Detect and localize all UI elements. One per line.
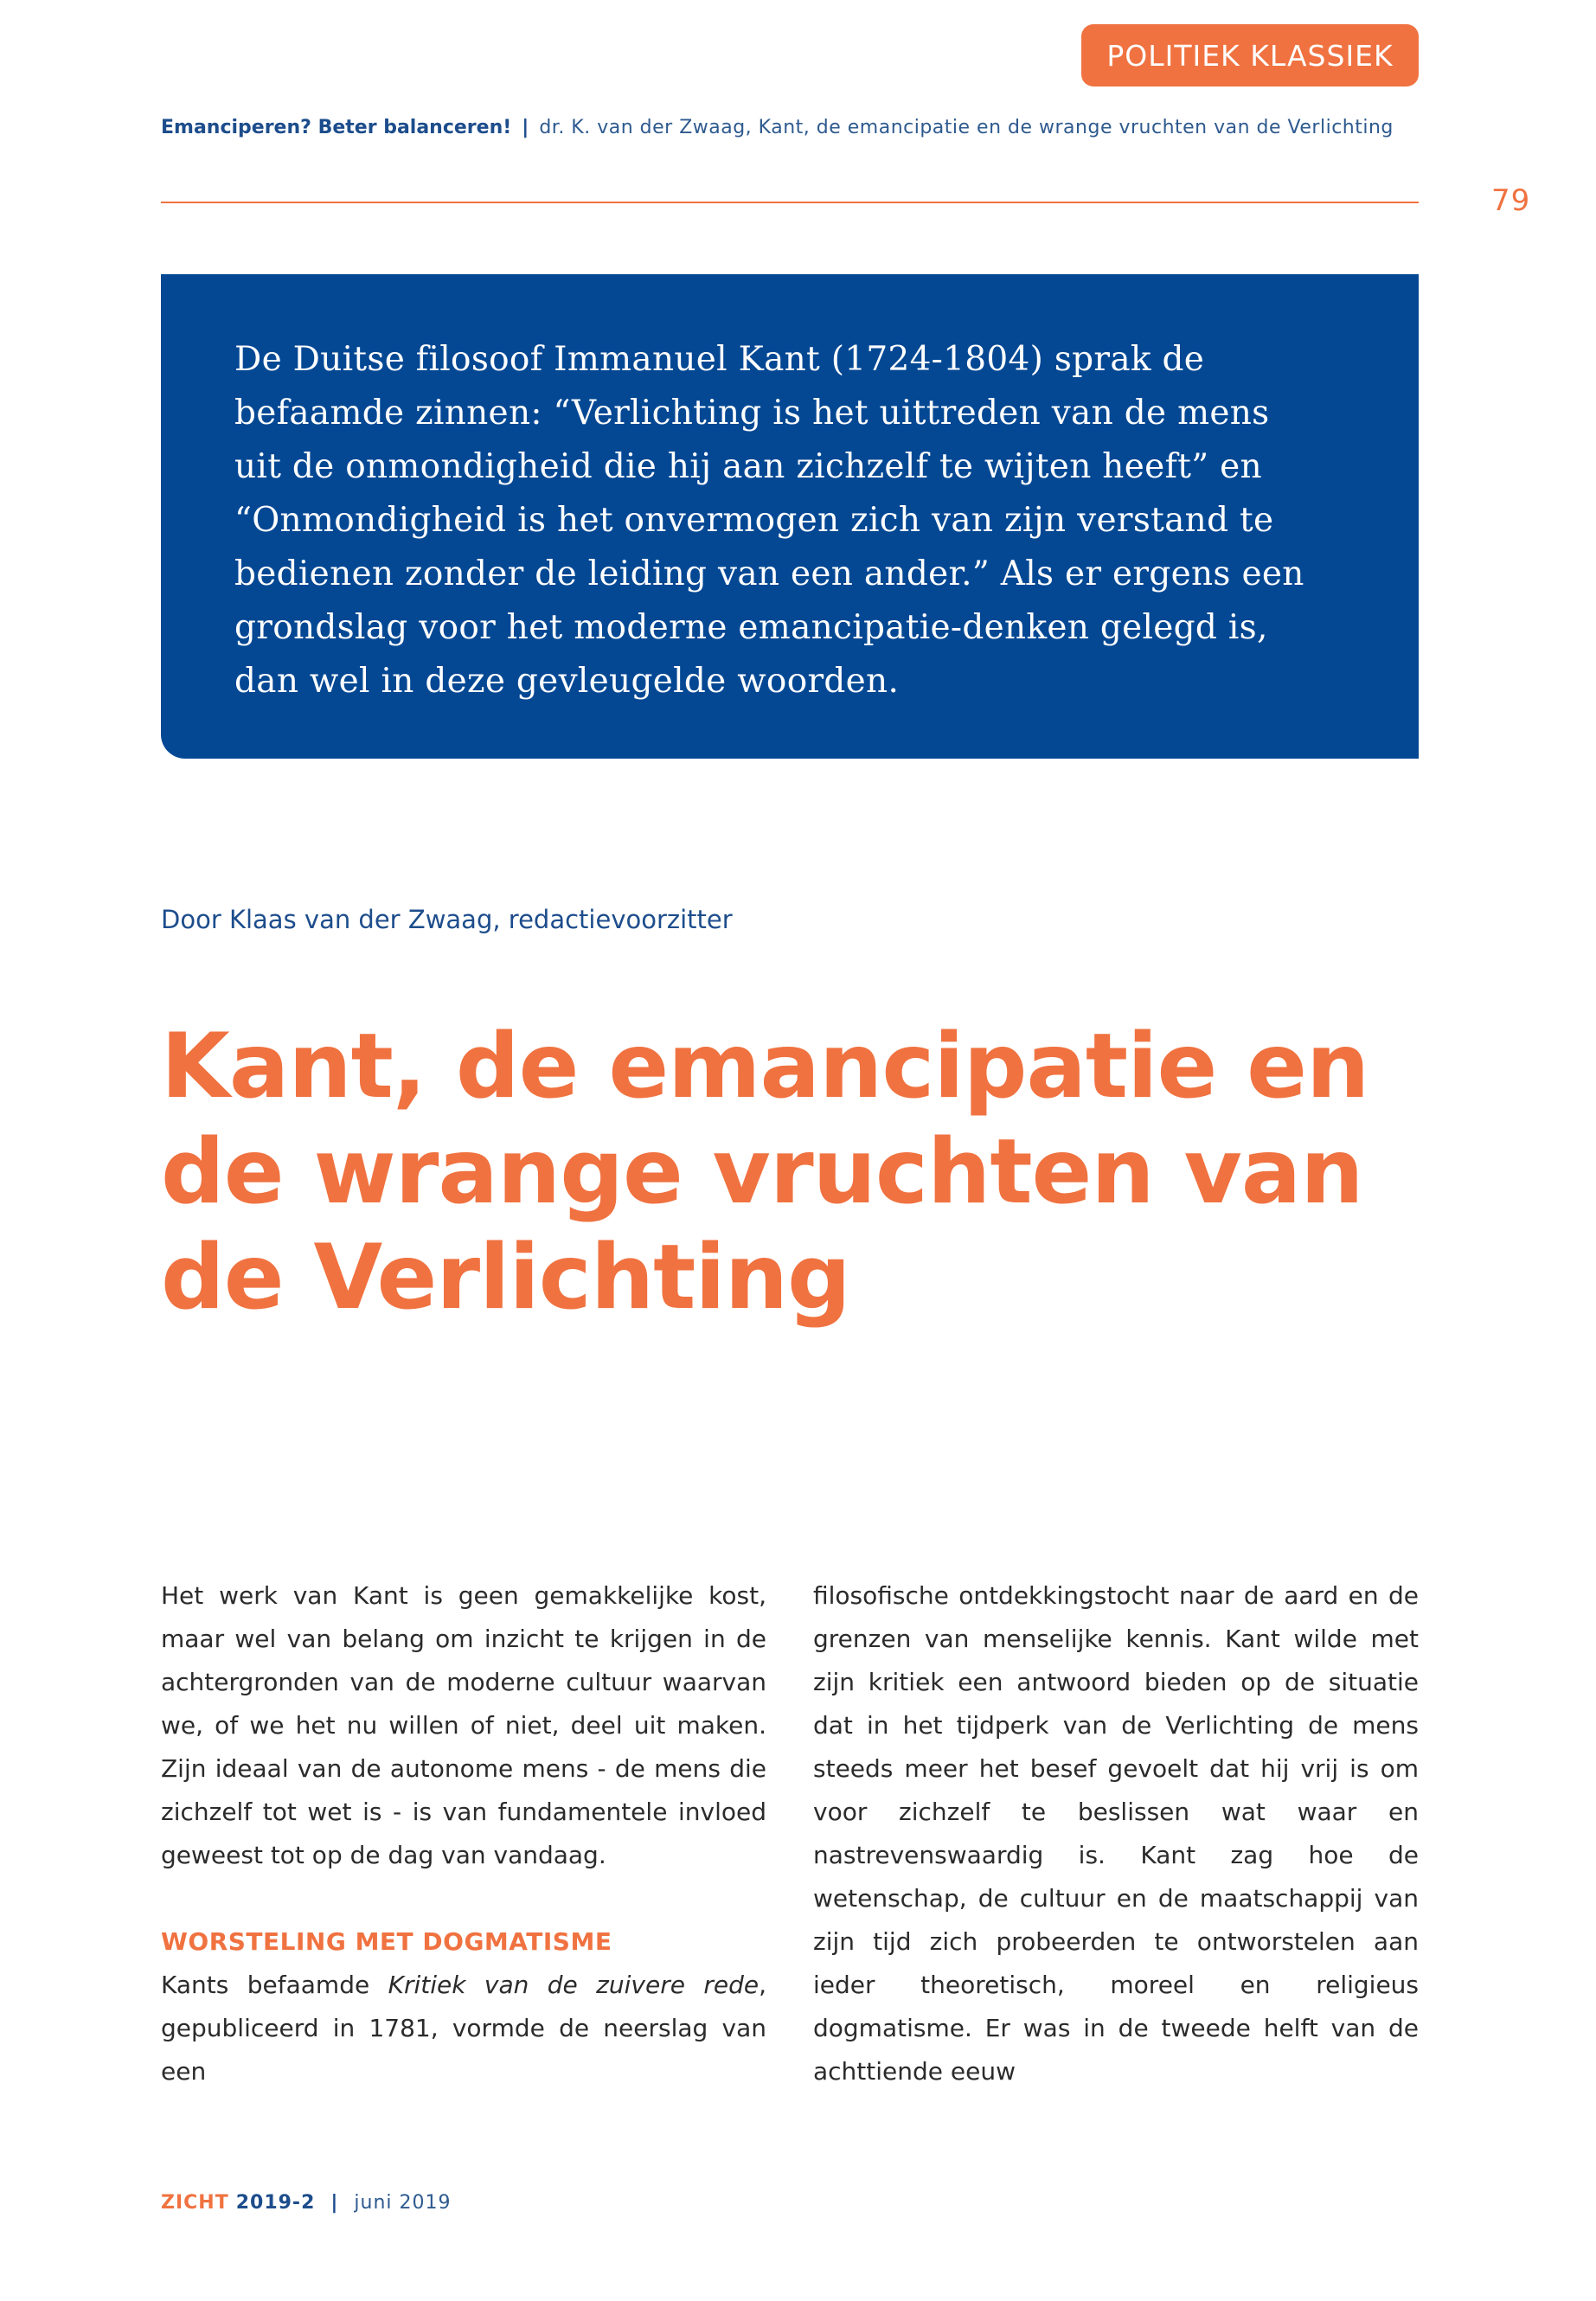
body-paragraph: Het werk van Kant is geen gemakkelijke kost, maar wel van belang om inzicht te krijgen in de achtergronden van de moderne cultuur waarvan we, of we het nu willen of niet, deel uit maken. Zijn ideaal van de autonome mens - de mens die zichzelf tot wet is - is van fundamentele invloed geweest tot op de dag van vandaag.	[161, 1581, 766, 1869]
section-subheading: WORSTELING MET DOGMATISME	[161, 1927, 612, 1956]
running-subtitle: dr. K. van der Zwaag, Kant, de emancipatie en de wrange vruchten van de Verlichting	[539, 116, 1394, 138]
body-text: , gepubliceerd in 1781, vormde de neerslag van een	[161, 1971, 766, 2086]
magazine-name: ZICHT	[161, 2192, 229, 2214]
running-header	[161, 112, 1424, 142]
issue-number: 2019-2	[235, 2192, 316, 2214]
footer-separator: |	[330, 2192, 339, 2214]
section-label: POLITIEK KLASSIEK	[1106, 38, 1394, 73]
issue-date: juni 2019	[354, 2192, 452, 2214]
intro-text: De Duitse filosoof Immanuel Kant (1724-1804) sprak de befaamde zinnen: “Verlichting is het uittreden van de mens uit de onmondigheid die hij aan zichzelf te wijten heeft” en “Onmondigheid is het onvermogen zich van zijn verstand te bedienen zonder de leiding van een ander.” Als er ergens een grondslag voor het moderne emancipatie-denken gelegd is, dan wel in deze gevleugelde woorden.	[234, 340, 1304, 701]
running-title: Emanciperen? Beter balanceren!	[161, 116, 512, 138]
page-number: 79	[1491, 183, 1531, 218]
byline: Door Klaas van der Zwaag, redactievoorzitter	[161, 905, 733, 934]
footer	[161, 2192, 452, 2214]
article-title: Kant, de emancipatie en de wrange vruchten van de Verlichting	[161, 1015, 1369, 1330]
running-header-separator: |	[522, 116, 529, 138]
section-tab	[1081, 24, 1419, 87]
book-title: Kritiek van de zuivere rede	[388, 1971, 760, 1999]
header-divider	[161, 202, 1419, 203]
body-paragraph	[161, 1964, 766, 2093]
body-column-right	[813, 1574, 1419, 2093]
body-column-left	[161, 1574, 766, 2093]
intro-box	[161, 274, 1419, 759]
body-text: Kants befaamde	[161, 1971, 388, 1999]
body-paragraph: filosofische ontdekkingstocht naar de aard en de grenzen van menselijke kennis. Kant wilde met zijn kritiek een antwoord bieden op de situatie dat in het tijdperk van de Verlichting de mens steeds meer het besef gevoelt dat hij vrij is om voor zichzelf te beslissen wat waar en nastrevenswaardig is. Kant zag hoe de wetenschap, de cultuur en de maatschappij van zijn tijd zich probeerden te ontworstelen aan ieder theoretisch, moreel en religieus dogmatisme. Er was in de tweede helft van de achttiende eeuw	[813, 1581, 1419, 2086]
